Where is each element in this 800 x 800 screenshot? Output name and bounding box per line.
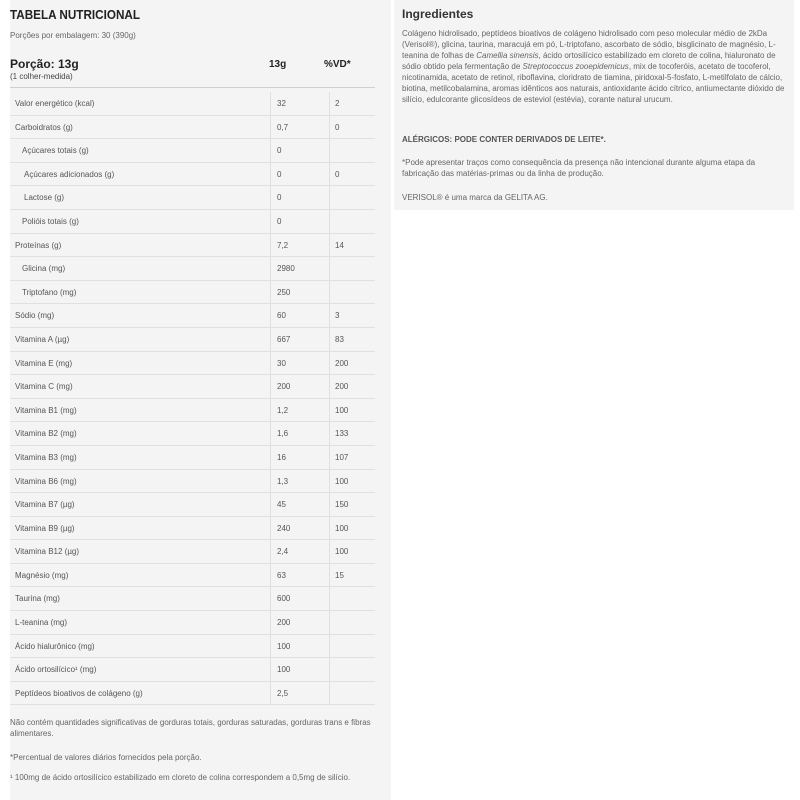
nutrient-name-cell [10,139,270,163]
table-row [10,139,375,163]
ingredients-text [402,28,787,105]
nutrient-name: Vitamina B9 (µg) [15,523,75,533]
nutrient-name: Vitamina E (mg) [15,358,73,368]
ingredients-species-name: Streptococcus zooepidemicus [522,62,629,71]
nutrient-name-cell [10,116,270,140]
nutrient-amount: 2980 [270,257,329,281]
nutrient-amount: 16 [270,446,329,470]
nutrient-amount: 240 [270,517,329,541]
nutrient-amount: 1,6 [270,422,329,446]
nutrient-daily-value: 3 [329,304,375,328]
nutrient-name: Sódio (mg) [15,311,55,321]
nutrient-name: Ácido ortosilícico¹ (mg) [15,665,97,675]
nutrient-daily-value [329,658,375,682]
table-row [10,328,375,352]
nutrient-name-cell [10,257,270,281]
nutrient-daily-value [329,186,375,210]
table-row [10,399,375,423]
nutrient-amount: 600 [270,587,329,611]
nutrient-amount: 63 [270,564,329,588]
table-row [10,611,375,635]
table-row [10,422,375,446]
nutrient-daily-value [329,257,375,281]
nutrient-amount: 0,7 [270,116,329,140]
nutrient-daily-value: 107 [329,446,375,470]
nutrient-name: Vitamina A (µg) [15,334,70,344]
nutrient-name-cell [10,658,270,682]
nutrient-name: Glicina (mg) [22,264,66,274]
nutrient-name-cell [10,210,270,234]
nutrient-name: Vitamina B12 (µg) [15,547,80,557]
column-header-amount: 13g [269,59,287,70]
table-row [10,116,375,140]
portion-measure: (1 colher-medida) [10,72,73,81]
ingredients-title: Ingredientes [402,7,474,21]
nutrient-amount: 0 [270,139,329,163]
nutrient-daily-value: 200 [329,352,375,376]
nutrient-name-cell [10,540,270,564]
header-divider [10,87,375,88]
nutrient-amount: 2,5 [270,682,329,706]
table-row [10,682,375,706]
table-row [10,234,375,258]
nutrient-name-cell [10,234,270,258]
nutrient-amount: 0 [270,163,329,187]
nutrient-amount: 1,2 [270,399,329,423]
table-row [10,470,375,494]
nutrient-daily-value: 100 [329,470,375,494]
nutrient-name: Vitamina B2 (mg) [15,429,77,439]
nutrient-daily-value: 100 [329,540,375,564]
nutrient-name: Vitamina B3 (mg) [15,452,77,462]
nutrient-name: Valor energético (kcal) [15,99,95,108]
nutrient-name-cell [10,635,270,659]
nutrient-name-cell [10,186,270,210]
nutrient-daily-value: 100 [329,399,375,423]
nutrient-amount: 100 [270,658,329,682]
table-row [10,564,375,588]
table-row [10,635,375,659]
table-row [10,540,375,564]
nutrient-amount: 250 [270,281,329,305]
nutrient-name-cell [10,564,270,588]
nutrient-name-cell [10,611,270,635]
servings-per-package: Porções por embalagem: 30 (390g) [10,31,136,40]
nutrient-daily-value: 200 [329,375,375,399]
table-row [10,210,375,234]
nutrient-amount: 200 [270,611,329,635]
nutrient-name: Vitamina B6 (mg) [15,476,77,486]
nutrient-name-cell [10,493,270,517]
ingredients-species-name: Camellia sinensis [476,51,539,60]
ingredients-text-part: Colágeno hidrolisado, peptídeos bioativos de colágeno hidrolisado com peso molecular médio de 2kDa (Verisol®), glicina, taurina, maracujá em pó, L-triptofano, ascorbato de sódio, bisglicinato de magnésio, L- teanina de folhas de [402,29,776,60]
nutrient-daily-value [329,682,375,706]
column-header-daily-value: %VD* [324,59,351,70]
nutrient-amount: 0 [270,210,329,234]
nutrient-name-cell [10,375,270,399]
allergen-warning: ALÉRGICOS: PODE CONTER DERIVADOS DE LEITE*. [402,135,606,144]
nutrient-name: Açúcares adicionados (g) [24,169,115,179]
nutrient-name: Triptofano (mg) [22,287,77,297]
nutrient-name: Polióis totais (g) [22,216,79,226]
nutrient-amount: 1,3 [270,470,329,494]
nutrition-table-title: TABELA NUTRICIONAL [10,7,140,22]
nutrient-daily-value: 100 [329,517,375,541]
nutrient-name: Vitamina B7 (µg) [15,500,75,510]
table-row [10,352,375,376]
nutrient-name-cell [10,517,270,541]
nutrient-name-cell [10,352,270,376]
footnote-silicon: ¹ 100mg de ácido ortosilícico estabilizado em cloreto de colina correspondem a 0,5mg de silício. [10,773,351,782]
nutrient-daily-value [329,281,375,305]
portion-label: Porção: 13g [10,57,79,71]
nutrient-name: Peptídeos bioativos de colágeno (g) [15,688,143,698]
nutrient-amount: 32 [270,92,329,116]
nutrient-daily-value: 133 [329,422,375,446]
nutrient-name: Ácido hialurônico (mg) [15,641,95,651]
nutrient-daily-value [329,587,375,611]
nutrition-table-body [10,92,375,705]
nutrient-name-cell [10,281,270,305]
nutrient-name-cell [10,587,270,611]
brand-note: VERISOL® é uma marca da GELITA AG. [402,193,548,202]
nutrient-amount: 30 [270,352,329,376]
nutrient-daily-value: 150 [329,493,375,517]
nutrient-name-cell [10,470,270,494]
table-row [10,281,375,305]
nutrient-daily-value [329,635,375,659]
nutrient-name: Açúcares totais (g) [22,146,89,156]
nutrient-name-cell [10,328,270,352]
table-row [10,517,375,541]
nutrient-name: Magnésio (mg) [15,570,69,580]
nutrient-name: Proteínas (g) [15,240,62,250]
nutrient-daily-value: 0 [329,116,375,140]
nutrient-amount: 45 [270,493,329,517]
nutrient-amount: 2,4 [270,540,329,564]
table-row [10,587,375,611]
table-row [10,446,375,470]
table-row [10,658,375,682]
nutrient-daily-value [329,611,375,635]
footnote-daily-value: *Percentual de valores diários fornecidos pela porção. [10,753,202,762]
nutrient-name: Carboidratos (g) [15,122,73,132]
nutrient-amount: 0 [270,186,329,210]
ingredients-text-part: , ácido ortosilícico estabilizado em cloreto de colina, hialuronato de sódio obtido pela fermentação de [402,51,776,71]
nutrient-name-cell [10,399,270,423]
nutrient-name-cell [10,304,270,328]
table-row [10,304,375,328]
nutrient-name: Taurina (mg) [15,594,60,604]
trace-note: *Pode apresentar traços como consequência da presença não intencional durante alguma etapa da fabricação das matérias-primas ou da linha de produção. [402,158,756,178]
nutrient-daily-value: 15 [329,564,375,588]
nutrient-amount: 667 [270,328,329,352]
nutrient-daily-value [329,210,375,234]
nutrient-daily-value: 0 [329,163,375,187]
table-row [10,375,375,399]
nutrient-name: Vitamina B1 (mg) [15,405,77,415]
table-row [10,257,375,281]
nutrient-name-cell [10,422,270,446]
table-row [10,186,375,210]
table-row [10,92,375,116]
nutrient-name-cell [10,682,270,706]
nutrient-name-cell [10,446,270,470]
nutrient-daily-value: 14 [329,234,375,258]
nutrient-name-cell [10,92,270,116]
nutrient-name: Lactose (g) [24,193,65,203]
nutrient-amount: 100 [270,635,329,659]
nutrient-amount: 60 [270,304,329,328]
nutrient-daily-value: 83 [329,328,375,352]
footnote-insignificant: Não contém quantidades significativas de gorduras totais, gorduras saturadas, gorduras trans e fibras alimentares. [10,718,371,738]
nutrient-daily-value: 2 [329,92,375,116]
ingredients-text-part: , mix de tocoferóis, acetato de tocoferol, nicotinamida, acetato de retinol, riboflavina, cloridrato de tiamina, piridoxal-5-fosfato, L-metilfolato de cálcio, biotina, metilcobalamina, aromas idênticos aos naturais, antioxidante ácido cítrico, antiumectante dióxido de silício, edulcorante glicosídeos de esteviol (estévia), corante natural urucum. [402,62,785,104]
nutrient-name-cell [10,163,270,187]
nutrient-amount: 200 [270,375,329,399]
nutrient-name: Vitamina C (mg) [15,382,73,392]
nutrient-amount: 7,2 [270,234,329,258]
table-row [10,163,375,187]
nutrient-daily-value [329,139,375,163]
nutrient-name: L-teanina (mg) [15,618,68,628]
table-row [10,493,375,517]
